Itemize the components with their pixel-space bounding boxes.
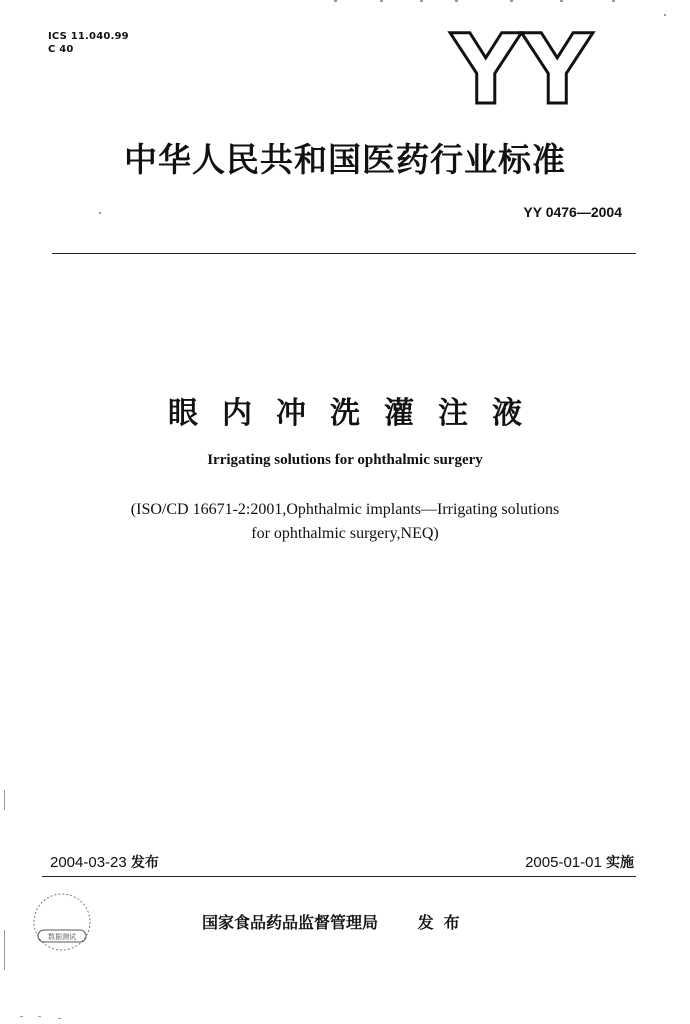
reference-standard — [0, 498, 690, 546]
issue-date: 2004-03-23 — [50, 854, 127, 871]
header-divider — [52, 253, 636, 254]
svg-text:数据测试: 数据测试 — [48, 933, 76, 941]
ccs-code: C 40 — [48, 44, 74, 55]
ics-code: ICS 11.040.99 — [48, 31, 129, 42]
document-title-chinese: 眼内冲洗灌注液 — [168, 396, 546, 431]
effective-label: 实施 — [606, 855, 634, 871]
reference-line-2: for ophthalmic surgery,NEQ) — [251, 525, 439, 542]
issuing-authority — [202, 910, 470, 933]
seal-stamp-icon — [30, 890, 94, 954]
effective-date: 2005-01-01 — [525, 854, 602, 871]
issue-date-block — [50, 852, 159, 872]
reference-line-1: (ISO/CD 16671-2:2001,Ophthalmic implants—Irrigating solutions — [130, 501, 560, 518]
issuer-name: 国家食品药品监督管理局 — [202, 913, 379, 932]
effective-date-block — [525, 852, 634, 872]
footer-divider — [42, 876, 636, 877]
yy-logo: YY — [450, 14, 594, 126]
release-label: 发布 — [417, 913, 470, 932]
issue-label: 发布 — [130, 855, 159, 871]
classification-codes — [48, 30, 129, 56]
document-title-english: Irrigating solutions for ophthalmic surgery — [207, 452, 483, 468]
standard-category-title: 中华人民共和国医药行业标准 — [124, 140, 566, 179]
standard-number: YY 0476—2004 — [523, 204, 622, 220]
